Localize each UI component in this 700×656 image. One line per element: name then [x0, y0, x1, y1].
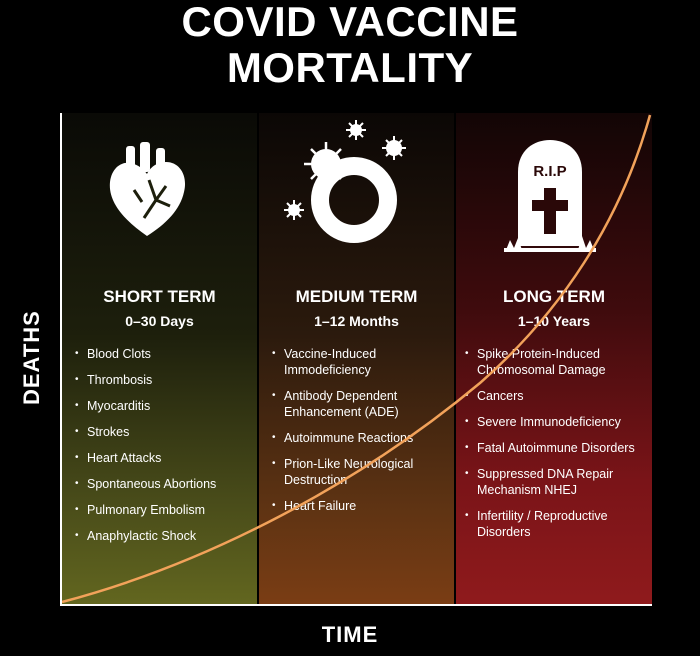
medium-term-subheading: 1–12 Months	[314, 313, 399, 329]
y-axis-label: DEATHS	[19, 310, 44, 405]
rip-text: R.I.P	[533, 163, 567, 180]
list-item: • Myocarditis	[75, 398, 255, 414]
medium-term-heading: MEDIUM TERM	[295, 287, 418, 306]
list-item: • Pulmonary Embolism	[75, 502, 255, 518]
short-term-subheading: 0–30 Days	[125, 313, 194, 329]
list-item: • Suppressed DNA Repair Mechanism NHEJ	[465, 466, 645, 498]
list-item: • Prion-Like Neurological Destruction	[272, 456, 447, 488]
list-item: • Anaphylactic Shock	[75, 528, 255, 544]
x-axis	[60, 604, 652, 606]
x-axis-label: TIME	[321, 622, 379, 647]
list-item: • Spike Protein-Induced Chromosomal Damage	[465, 346, 645, 378]
list-item: • Heart Attacks	[75, 450, 255, 466]
list-item: • Thrombosis	[75, 372, 255, 388]
title-line-2: MORTALITY	[226, 44, 474, 91]
list-item: • Severe Immunodeficiency	[465, 414, 645, 430]
list-item: • Spontaneous Abortions	[75, 476, 255, 492]
list-item: • Heart Failure	[272, 498, 447, 514]
exponential-curve	[60, 113, 652, 606]
title-line-1: COVID VACCINE	[181, 0, 519, 45]
list-item: • Antibody Dependent Enhancement (ADE)	[272, 388, 447, 420]
list-item: • Autoimmune Reactions	[272, 430, 447, 446]
list-item: • Cancers	[465, 388, 645, 404]
list-item: • Strokes	[75, 424, 255, 440]
list-item: • Fatal Autoimmune Disorders	[465, 440, 645, 456]
list-item: • Blood Clots	[75, 346, 255, 362]
y-axis	[60, 113, 62, 606]
short-term-heading: SHORT TERM	[103, 287, 216, 306]
list-item: • Infertility / Reproductive Disorders	[465, 508, 645, 540]
long-term-subheading: 1–10 Years	[517, 313, 591, 329]
list-item: • Vaccine-Induced Immodeficiency	[272, 346, 447, 378]
long-term-heading: LONG TERM	[503, 287, 605, 306]
